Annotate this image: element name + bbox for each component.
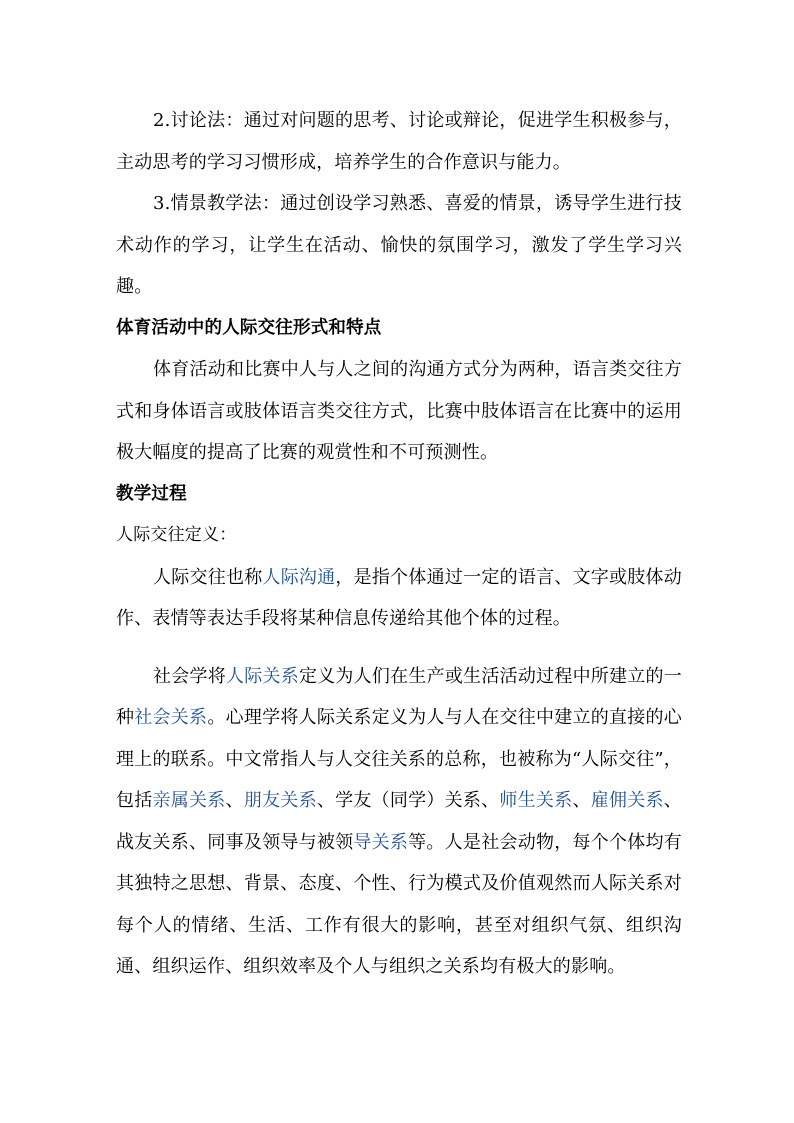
term-link[interactable]: 雇佣关系: [590, 790, 664, 811]
definition-label: 人际交往定义：: [116, 525, 237, 545]
paragraph-discussion-method: 2.讨论法：通过对问题的思考、讨论或辩论，促进学生积极参与，主动思考的学习习惯形成，培养学生的合作意识与能力。: [116, 110, 682, 173]
paragraph-definition: 人际交往也称人际沟通，是指个体通过一定的语言、文字或肢体动作、表情等表达手段将某种信息传递给其他个体的过程。: [116, 566, 682, 629]
document-body: [116, 100, 682, 988]
paragraph-sports-communication: 体育活动和比赛中人与人之间的沟通方式分为两种，语言类交往方式和身体语言或肢体语言类交往方式，比赛中肢体语言在比赛中的运用极大幅度的提高了比赛的观赏性和不可预测性。: [116, 359, 682, 463]
paragraph-sociology: 社会学将人际关系定义为人们在生产或生活活动过程中所建立的一种社会关系。心理学将人际关系定义为人与人在交往中建立的直接的心理上的联系。中文常指人与人交往关系的总称，也被称为“人际交往”，包括亲属关系、朋友关系、学友（同学）关系、师生关系、雇佣关系、战友关系、同事及领导与被领导关系等。人是社会动物，每个个体均有其独特之思想、背景、态度、个性、行为模式及价值观然而人际关系对每个人的情绪、生活、工作有很大的影响，甚至对组织气氛、组织沟通、组织运作、组织效率及个人与组织之关系均有极大的影响。: [116, 665, 682, 977]
term-link[interactable]: 师生关系: [499, 790, 573, 811]
term-link[interactable]: 社会关系: [134, 707, 208, 728]
term-link[interactable]: 人际沟通: [262, 566, 336, 588]
term-link[interactable]: 朋友关系: [243, 790, 317, 811]
paragraph-situational-teaching: 3.情景教学法：通过创设学习熟悉、喜爱的情景，诱导学生进行技术动作的学习，让学生在活动、愉快的氛围学习，激发了学生学习兴趣。: [116, 193, 682, 297]
section-heading-teaching-process: 教学过程: [116, 483, 187, 504]
section-heading-interpersonal-forms: 体育活动中的人际交往形式和特点: [116, 317, 382, 338]
term-link[interactable]: 人际关系: [225, 665, 299, 687]
paragraph-spacer: [116, 640, 682, 656]
term-link[interactable]: 导关系: [353, 831, 409, 853]
term-link[interactable]: 亲属关系: [152, 790, 226, 811]
